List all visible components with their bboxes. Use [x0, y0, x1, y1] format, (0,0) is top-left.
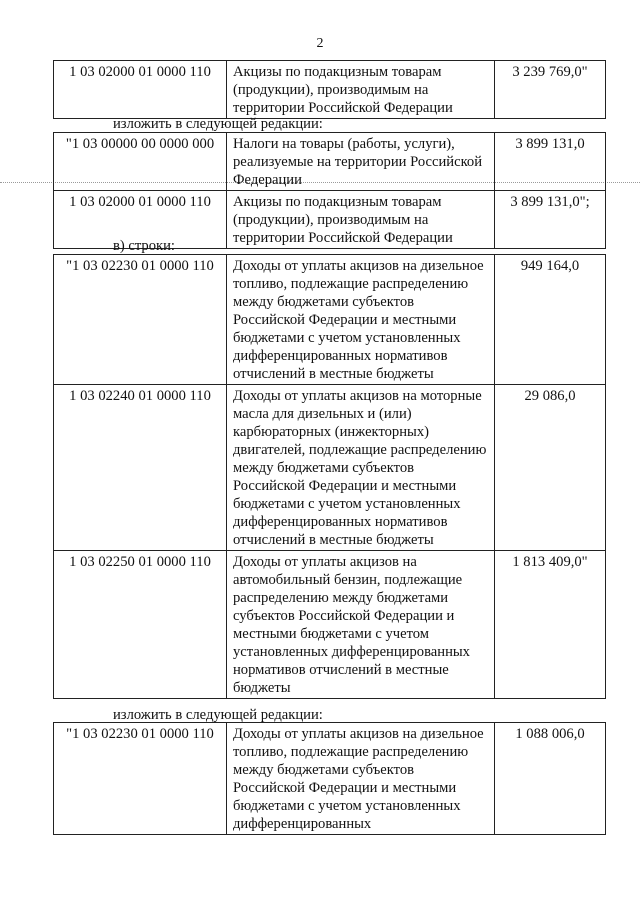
- revenue-name: Акцизы по подакцизным товарам (продукции), производимым на территории Российской Федерации: [227, 191, 495, 249]
- instruction-text: изложить в следующей редакции:: [113, 116, 323, 132]
- table-row: [54, 551, 606, 699]
- revenue-name: Налоги на товары (работы, услуги), реализуемые на территории Российской Федерации: [227, 133, 495, 191]
- table-row: [54, 723, 606, 835]
- current-income-table: [53, 254, 606, 699]
- budget-code: "1 03 00000 00 0000 000: [54, 133, 227, 191]
- instruction-text: изложить в следующей редакции:: [113, 707, 323, 723]
- instruction-text: в) строки:: [113, 238, 175, 254]
- amount: 29 086,0: [495, 385, 606, 551]
- amount: 1 088 006,0: [495, 723, 606, 835]
- current-excise-table: [53, 60, 606, 119]
- new-excise-table: [53, 132, 606, 249]
- revenue-name: Доходы от уплаты акцизов на дизельное топливо, подлежащие распределению между бюджетами субъектов Российской Федерации и местными бюджетами с учетом установленных дифференцированных нормативов отчислений в местные бюджеты: [227, 255, 495, 385]
- budget-code: 1 03 02250 01 0000 110: [54, 551, 227, 699]
- page-number: 2: [316, 36, 324, 51]
- budget-code: 1 03 02240 01 0000 110: [54, 385, 227, 551]
- budget-code: 1 03 02000 01 0000 110: [54, 61, 227, 119]
- revenue-name: Доходы от уплаты акцизов на дизельное топливо, подлежащие распределению между бюджетами субъектов Российской Федерации и местными бюджетами с учетом установленных дифференцированных: [227, 723, 495, 835]
- amount: 3 899 131,0";: [495, 191, 606, 249]
- amount: 1 813 409,0": [495, 551, 606, 699]
- table-row: [54, 255, 606, 385]
- table-row: [54, 385, 606, 551]
- amount: 949 164,0: [495, 255, 606, 385]
- table-row: [54, 61, 606, 119]
- budget-code: 1 03 02000 01 0000 110: [54, 191, 227, 249]
- new-income-table: [53, 722, 606, 835]
- amount: 3 239 769,0": [495, 61, 606, 119]
- revenue-name: Акцизы по подакцизным товарам (продукции), производимым на территории Российской Федерации: [227, 61, 495, 119]
- table-row: [54, 133, 606, 191]
- budget-code: "1 03 02230 01 0000 110: [54, 723, 227, 835]
- amount: 3 899 131,0: [495, 133, 606, 191]
- budget-code: "1 03 02230 01 0000 110: [54, 255, 227, 385]
- revenue-name: Доходы от уплаты акцизов на автомобильный бензин, подлежащие распределению между бюджетами субъектов Российской Федерации и местными бюджетами с учетом установленных дифференцированных нормативов отчислений в местные бюджеты: [227, 551, 495, 699]
- revenue-name: Доходы от уплаты акцизов на моторные масла для дизельных и (или) карбюраторных (инжекторных) двигателей, подлежащие распределению между бюджетами субъектов Российской Федерации и местными бюджетами с учетом установленных дифференцированных нормативов отчислений в местные бюджеты: [227, 385, 495, 551]
